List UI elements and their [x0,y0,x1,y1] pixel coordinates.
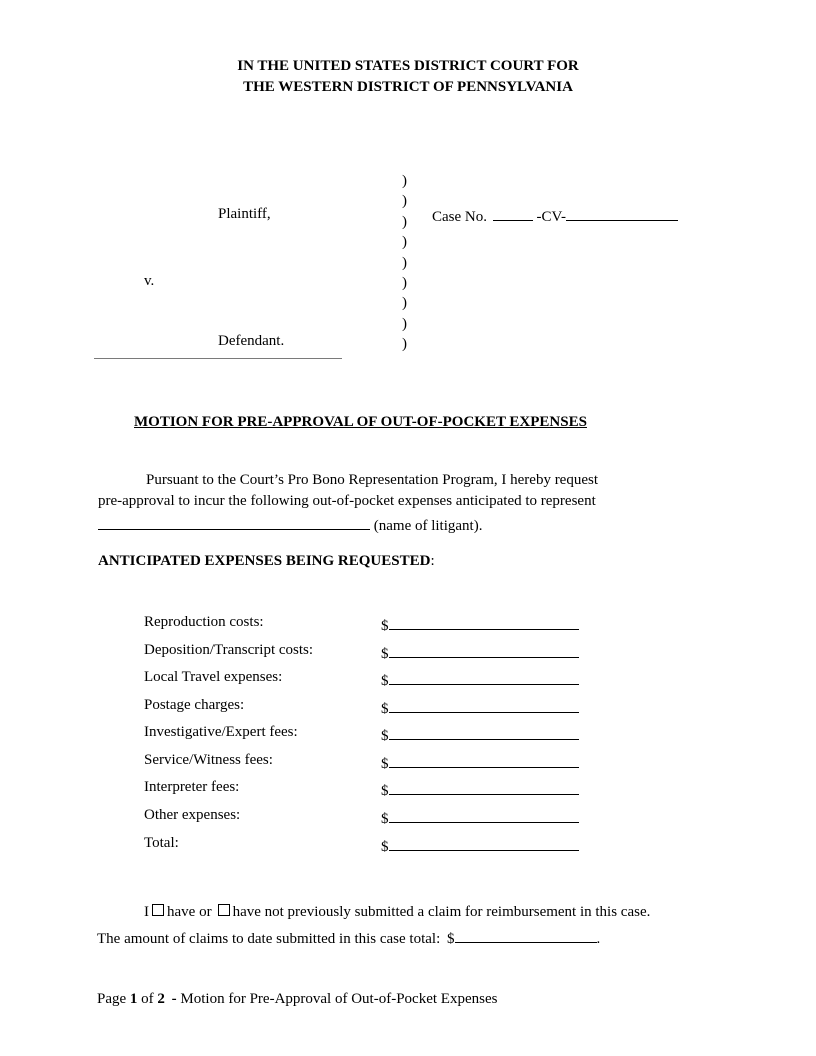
case-number-field[interactable] [566,205,678,221]
claims-statement [144,904,650,921]
caption-parentheses [402,171,414,355]
expense-field-total[interactable] [381,835,579,856]
versus-label: v. [144,273,155,289]
footer-page-word: Page [97,991,127,1007]
currency-symbol: $ [381,646,389,662]
case-no-label: Case No. [432,209,487,225]
expense-field[interactable] [381,697,579,718]
court-name-line-1: IN THE UNITED STATES DISTRICT COURT FOR [237,58,579,74]
expense-amount-line[interactable] [389,779,579,795]
expense-amount-line[interactable] [389,614,579,630]
currency-symbol: $ [447,931,455,947]
paren: ) [402,254,407,271]
paren: ) [402,234,407,251]
expense-field[interactable] [381,752,579,773]
expense-amount-line[interactable] [389,835,579,851]
expense-field[interactable] [381,779,579,800]
currency-symbol: $ [381,839,389,855]
footer-page-total: 2 [157,991,165,1007]
expense-amount-line[interactable] [389,752,579,768]
expense-field[interactable] [381,669,579,690]
expense-amount-line[interactable] [389,697,579,713]
footer-doc-title: Motion for Pre-Approval of Out-of-Pocket Expenses [180,991,498,1007]
currency-symbol: $ [381,756,389,772]
expense-field[interactable] [381,807,579,828]
have-checkbox[interactable] [152,904,164,916]
court-name-line-2: THE WESTERN DISTRICT OF PENNSYLVANIA [243,79,573,95]
expenses-heading-text: ANTICIPATED EXPENSES BEING REQUESTED [98,553,431,569]
expense-amount-line[interactable] [389,807,579,823]
paren: ) [402,173,407,189]
have-label: have or [167,904,212,920]
expense-label: Investigative/Expert fees: [144,724,298,740]
expense-field[interactable] [381,724,579,745]
case-no-middle: -CV- [536,209,566,225]
expense-amount-line[interactable] [389,642,579,658]
claims-prefix: I [144,904,149,920]
expense-label: Postage charges: [144,697,245,713]
expense-label: Reproduction costs: [144,614,264,630]
claims-total-period: . [596,931,601,947]
expense-label: Interpreter fees: [144,779,240,795]
footer-of-word: of [141,991,154,1007]
intro-line-2: pre-approval to incur the following out-of-pocket expenses anticipated to represent [98,493,596,509]
currency-symbol: $ [381,673,389,689]
expense-label-total: Total: [144,835,179,851]
paren: ) [402,336,407,353]
plaintiff-label: Plaintiff, [218,206,271,222]
paren: ) [402,295,407,312]
litigant-name-field[interactable] [98,514,370,530]
expense-field[interactable] [381,614,579,635]
expense-label: Local Travel expenses: [144,669,283,685]
currency-symbol: $ [381,701,389,717]
expenses-heading-colon: : [430,553,435,569]
paren: ) [402,213,407,230]
defendant-label: Defendant. [218,333,285,349]
expense-amount-line[interactable] [389,669,579,685]
have-not-checkbox[interactable] [218,904,230,916]
case-year-field[interactable] [493,205,533,221]
paren: ) [402,315,407,332]
paren: ) [402,193,407,210]
currency-symbol: $ [381,783,389,799]
expense-label: Deposition/Transcript costs: [144,642,314,658]
claims-total-field[interactable] [455,927,597,943]
currency-symbol: $ [381,728,389,744]
expenses-heading [98,553,435,570]
currency-symbol: $ [381,811,389,827]
claims-total-line [97,927,600,948]
case-number [432,205,678,226]
expense-amount-line[interactable] [389,724,579,740]
intro-line-1: Pursuant to the Court’s Pro Bono Representation Program, I hereby request [146,472,599,488]
claims-total-label: The amount of claims to date submitted in this case total: [97,931,441,947]
expense-label: Service/Witness fees: [144,752,273,768]
footer-page-current: 1 [129,991,138,1007]
paren: ) [402,275,407,292]
motion-title: MOTION FOR PRE-APPROVAL OF OUT-OF-POCKET EXPENSES [134,414,587,430]
intro-line-3 [98,514,482,535]
litigant-name-label: (name of litigant). [373,518,483,534]
currency-symbol: $ [381,618,389,634]
caption-divider [94,358,342,359]
footer-separator: - [171,991,177,1007]
have-not-label: have not previously submitted a claim for reimbursement in this case. [232,904,651,920]
expense-label: Other expenses: [144,807,241,823]
page-footer [97,991,497,1008]
expense-field[interactable] [381,642,579,663]
